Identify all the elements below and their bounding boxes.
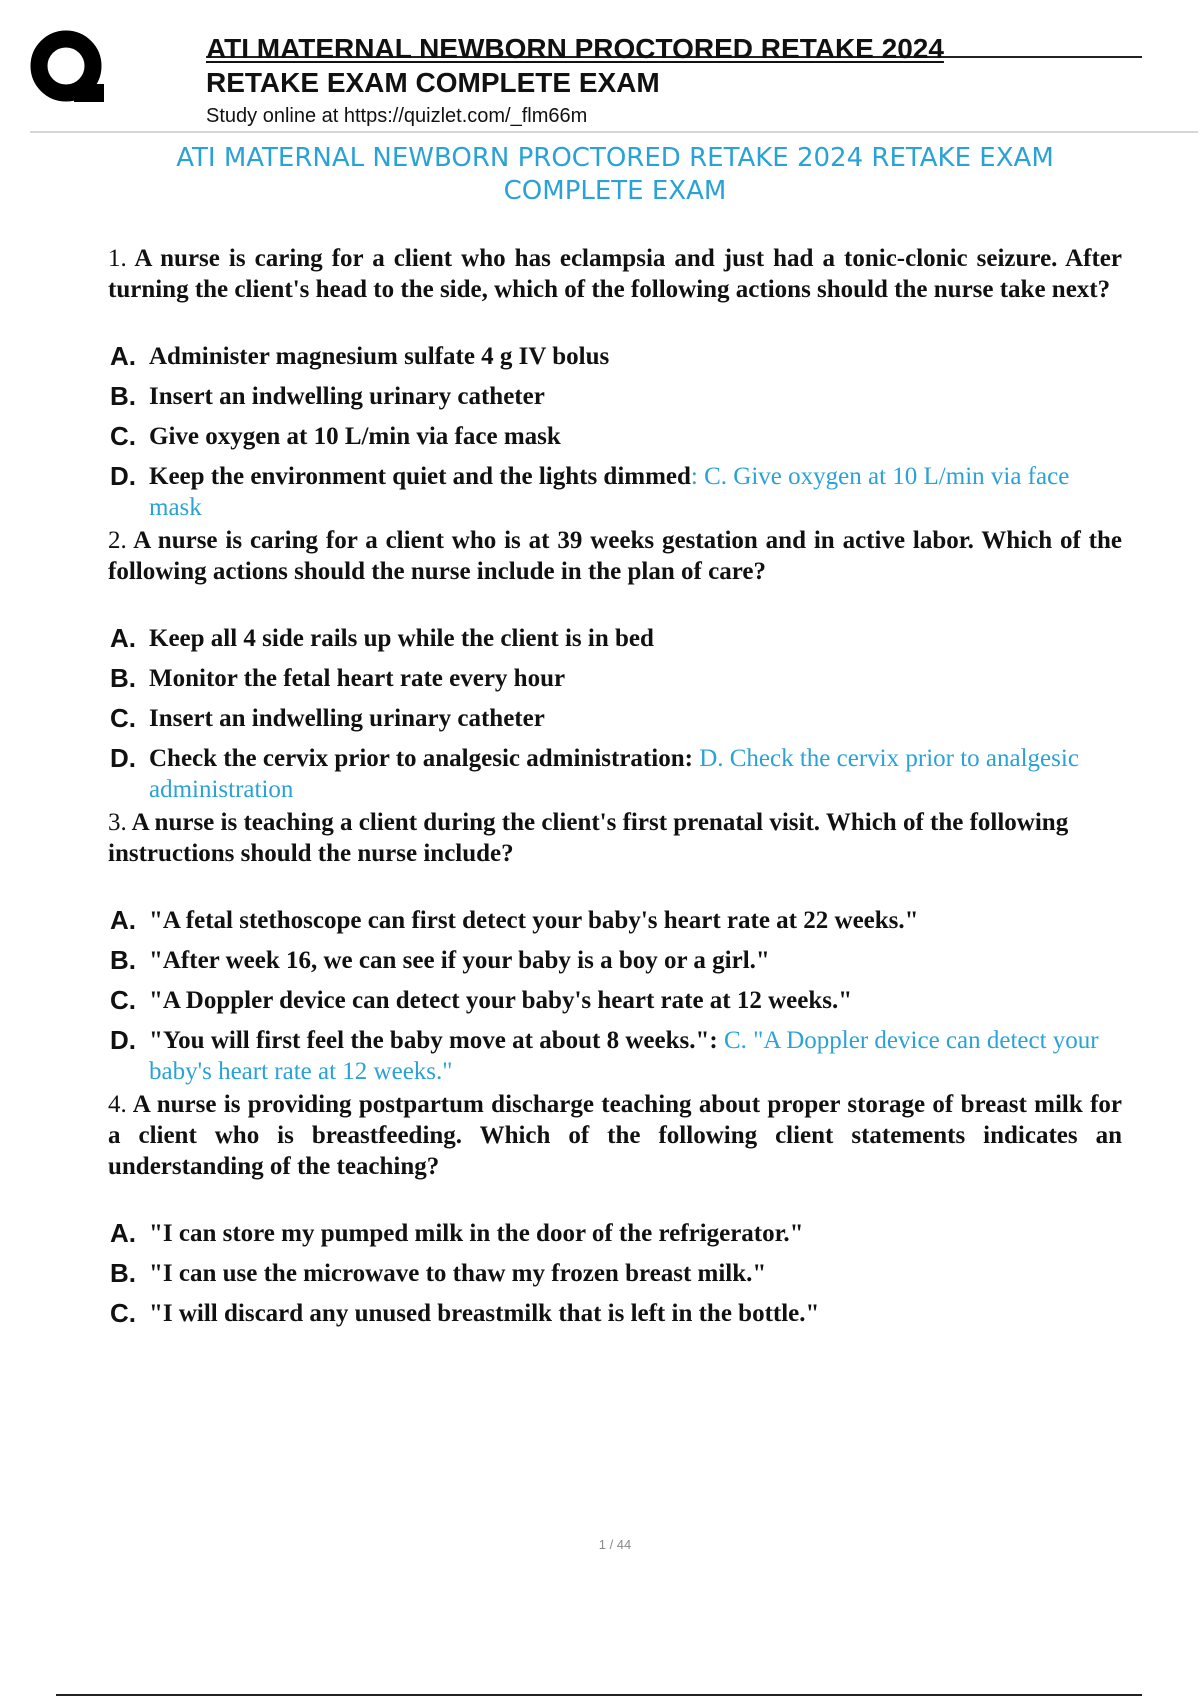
option-text: Insert an indwelling urinary catheter — [149, 383, 545, 410]
question-text — [108, 525, 1122, 587]
footer-rule — [56, 1694, 1142, 1696]
quizlet-q-logo-icon — [28, 28, 110, 110]
option-text: Check the cervix prior to analgesic administration — [149, 745, 685, 772]
option-letter: B. — [110, 381, 136, 411]
option-b[interactable] — [108, 663, 1122, 694]
question-text — [108, 1089, 1122, 1182]
correct-answer: C. "A Doppler device can detect your baby's heart rate at 12 weeks." — [149, 1027, 1099, 1085]
question-stem: A nurse is teaching a client during the client's first prenatal visit. Which of the following instructions should the nurse include? — [108, 809, 1069, 867]
section-title: ATI MATERNAL NEWBORN PROCTORED RETAKE 2024 RETAKE EXAM COMPLETE EXAM — [176, 143, 1054, 206]
document-title-line2: RETAKE EXAM COMPLETE EXAM — [206, 67, 660, 98]
option-b[interactable] — [108, 1258, 1122, 1289]
option-letter: C. — [110, 421, 136, 451]
option-text: Monitor the fetal heart rate every hour — [149, 665, 566, 692]
option-letter: A. — [110, 341, 136, 371]
option-b[interactable] — [108, 381, 1122, 412]
option-c[interactable] — [108, 1298, 1122, 1329]
question-item — [108, 525, 1122, 805]
option-letter: A. — [110, 623, 136, 653]
option-a[interactable] — [108, 623, 1122, 654]
option-letter: C. — [110, 985, 136, 1015]
option-c[interactable] — [108, 703, 1122, 734]
answer-separator: : — [690, 463, 698, 490]
question-number: 2. — [108, 527, 127, 554]
option-text: "I can use the microwave to thaw my frozen breast milk." — [149, 1260, 767, 1287]
option-text: Keep all 4 side rails up while the client is in bed — [149, 625, 654, 652]
question-stem: A nurse is caring for a client who is at 39 weeks gestation and in active labor. Which of the following actions should the nurse include in the plan of care? — [108, 527, 1122, 585]
option-letter: A. — [110, 1218, 136, 1248]
question-item — [108, 243, 1122, 523]
page-header — [0, 0, 1200, 140]
option-text: "A Doppler device can detect your baby's heart rate at 12 weeks." — [149, 987, 853, 1014]
option-text: "After week 16, we can see if your baby is a boy or a girl." — [149, 947, 770, 974]
option-text: Give oxygen at 10 L/min via face mask — [149, 423, 561, 450]
question-number: 1. — [108, 245, 127, 272]
answer-separator: : — [684, 745, 693, 772]
option-text: "I will discard any unused breastmilk that is left in the bottle." — [149, 1300, 820, 1327]
option-letter: B. — [110, 1258, 136, 1288]
answer-options — [108, 623, 1122, 805]
option-letter: C. — [110, 1298, 136, 1328]
option-a[interactable] — [108, 1218, 1122, 1249]
option-d[interactable] — [108, 461, 1122, 523]
question-item — [108, 1089, 1122, 1329]
question-text — [108, 243, 1122, 305]
correct-answer: D. Check the cervix prior to analgesic administration — [149, 745, 1079, 803]
option-text: Administer magnesium sulfate 4 g IV bolus — [149, 343, 610, 370]
option-a[interactable] — [108, 905, 1122, 936]
correct-answer: C. Give oxygen at 10 L/min via face mask — [149, 463, 1070, 521]
answer-separator: : — [709, 1027, 718, 1054]
option-d[interactable] — [108, 1025, 1122, 1087]
option-c[interactable] — [108, 421, 1122, 452]
option-d[interactable] — [108, 743, 1122, 805]
option-text: Insert an indwelling urinary catheter — [149, 705, 545, 732]
option-text: "You will first feel the baby move at about 8 weeks." — [149, 1027, 710, 1054]
question-text — [108, 807, 1122, 869]
document-title-line1: ATI MATERNAL NEWBORN PROCTORED RETAKE 2024 — [206, 33, 944, 64]
option-letter: B. — [110, 663, 136, 693]
page-number: 1 / 44 — [598, 1537, 632, 1552]
option-letter: D. — [110, 743, 136, 773]
option-c[interactable] — [108, 985, 1122, 1016]
header-divider — [30, 131, 1198, 133]
question-number: 3. — [108, 809, 127, 836]
answer-options — [108, 905, 1122, 1087]
option-letter: D. — [110, 461, 136, 491]
question-number: 4. — [108, 1091, 127, 1118]
option-text: Keep the environment quiet and the lights dimmed — [149, 463, 691, 490]
option-letter: D. — [110, 1025, 136, 1055]
answer-options — [108, 1218, 1122, 1329]
option-letter: B. — [110, 945, 136, 975]
answer-options — [108, 341, 1122, 523]
option-b[interactable] — [108, 945, 1122, 976]
option-a[interactable] — [108, 341, 1122, 372]
option-letter: A. — [110, 905, 136, 935]
option-letter: C. — [110, 703, 136, 733]
question-item — [108, 807, 1122, 1087]
option-text: "I can store my pumped milk in the door of the refrigerator." — [149, 1220, 804, 1247]
study-online-link[interactable]: Study online at https://quizlet.com/_flm66m — [206, 105, 588, 127]
question-list — [108, 243, 1122, 1338]
question-stem: A nurse is caring for a client who has eclampsia and just had a tonic-clonic seizure. After turning the client's head to the side, which of the following actions should the nurse take next? — [108, 245, 1122, 303]
option-text: "A fetal stethoscope can first detect your baby's heart rate at 22 weeks." — [149, 907, 919, 934]
question-stem: A nurse is providing postpartum discharge teaching about proper storage of breast milk for a client who is breastfeeding. Which of the following client statements indicates an understanding of the teaching? — [108, 1091, 1122, 1180]
